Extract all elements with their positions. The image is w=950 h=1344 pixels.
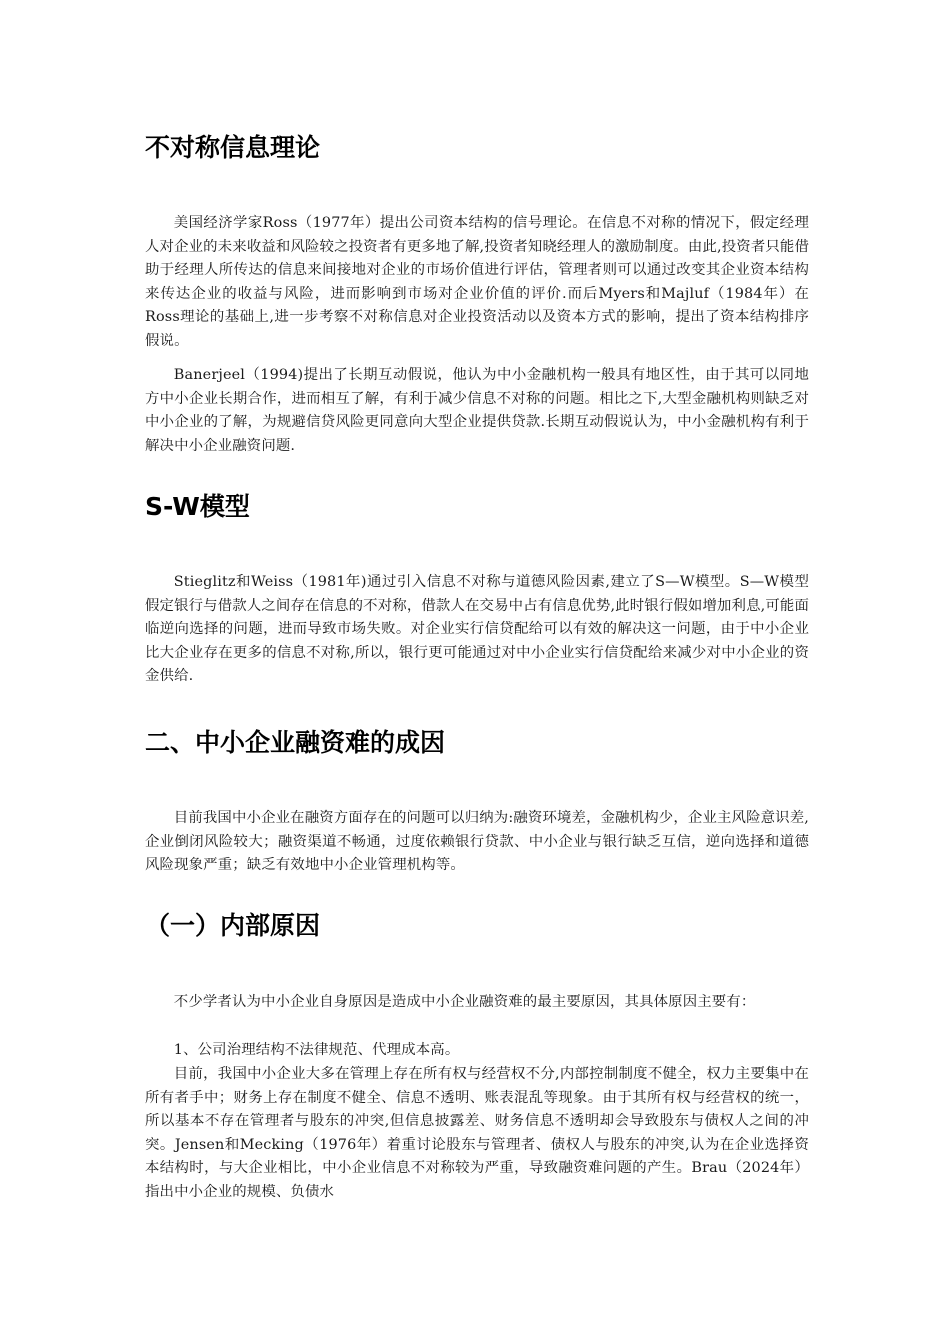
paragraph-internal-intro: 不少学者认为中小企业自身原因是造成中小企业融资难的最主要原因，其具体原因主要有： xyxy=(173,994,756,1010)
paragraph-governance-item: 1、公司治理结构不法律规范、代理成本高。 xyxy=(173,1042,460,1058)
paragraph-sw-model: Stieglitz和Weiss（1981年)通过引入信息不对称与道德风险因素,建立了S—W模型。S—W模型假定银行与借款人之间存在信息的不对称，借款人在交易中占有信息优势,此时银行假如增加利息,可能面临逆向选择的问题，进而导致市场失败。对企业实行信贷配给可以有效的解决这一问题，由于中小企业比大企业存在更多的信息不对称,所以，银行更可能通过对中小企业实行信贷配给来减少对中小企业的资金供给. xyxy=(145,574,809,684)
section-heading-sw-model: S-W模型 xyxy=(145,492,250,521)
paragraph-governance-detail: 目前，我国中小企业大多在管理上存在所有权与经营权不分,内部控制制度不健全，权力主要集中在所有者手中；财务上存在制度不健全、信息不透明、账表混乱等现象。由于其所有权与经营权的统一，所以基本不存在管理者与股东的冲突,但信息披露差、财务信息不透明却会导致股东与债权人之间的冲突。Jensen和Mecking（1976年）着重讨论股东与管理者、债权人与股东的冲突,认为在企业选择资本结构时，与大企业相比，中小企业信息不对称较为严重，导致融资难问题的产生。Brau（2024年）指出中小企业的规模、负债水 xyxy=(145,1066,809,1200)
section-heading-asymmetric-info: 不对称信息理论 xyxy=(145,133,321,162)
paragraph-ross-signaling: 美国经济学家Ross（1977年）提出公司资本结构的信号理论。在信息不对称的情况下，假定经理人对企业的未来收益和风险较之投资者有更多地了解,投资者知晓经理人的激励制度。由此,投资者只能借助于经理人所传达的信息来间接地对企业的市场价值进行评估，管理者则可以通过改变其企业资本结构来传达企业的收益与风险，进而影响到市场对企业价值的评价.而后Myers和Majluf（1984年）在Ross理论的基础上,进一步考察不对称信息对企业投资活动以及资本方式的影响，提出了资本结构排序假说。 xyxy=(145,215,809,349)
section-heading-internal-causes: （一）内部原因 xyxy=(145,911,321,940)
section-heading-causes: 二、中小企业融资难的成因 xyxy=(145,728,446,757)
paragraph-causes-summary: 目前我国中小企业在融资方面存在的问题可以归纳为:融资环境差，金融机构少，企业主风险意识差,企业倒闭风险较大；融资渠道不畅通，过度依赖银行贷款、中小企业与银行缺乏互信，逆向选择和道德风险现象严重；缺乏有效地中小企业管理机构等。 xyxy=(145,810,809,873)
paragraph-banerjee-interaction: Banerjeel（1994)提出了长期互动假说，他认为中小金融机构一般具有地区性，由于其可以同地方中小企业长期合作，进而相互了解，有利于减少信息不对称的问题。相比之下,大型金融机构则缺乏对中小企业的了解，为规避信贷风险更同意向大型企业提供贷款.长期互动假说认为，中小金融机构有利于解决中小企业融资问题. xyxy=(145,367,809,454)
